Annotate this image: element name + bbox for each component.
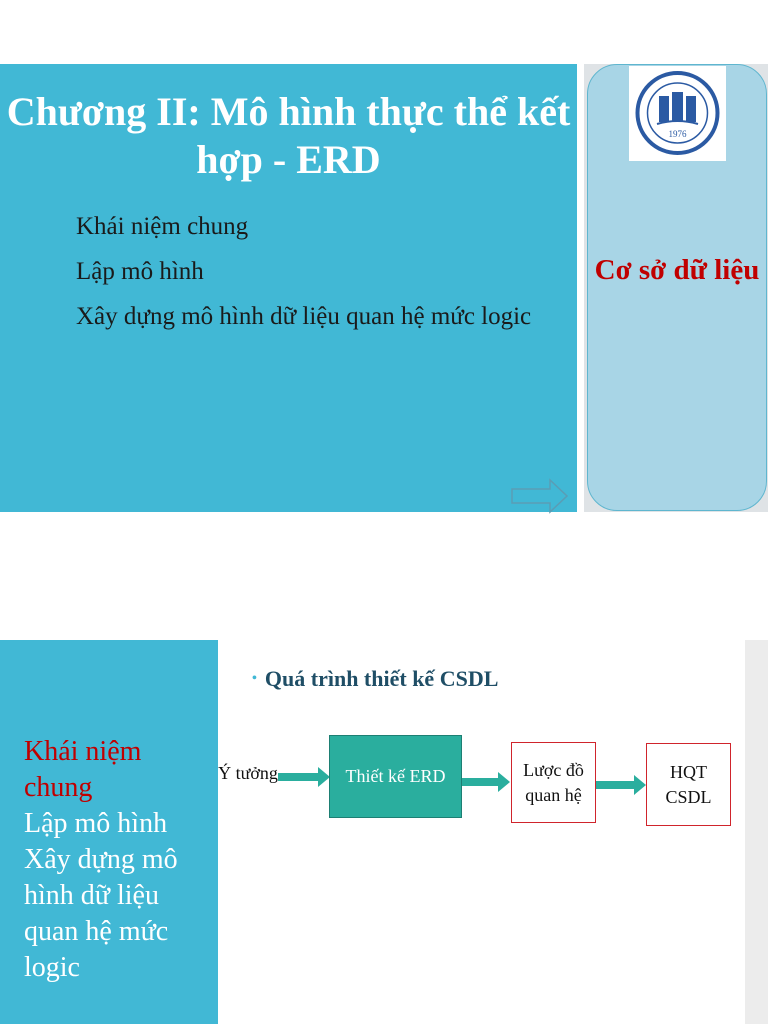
flow-box-erd: Thiết kế ERD [329,735,462,818]
process-heading-text: Quá trình thiết kế CSDL [264,666,499,691]
flow-box-dbms: HQT CSDL [646,743,731,826]
slide1-topic-list [76,212,536,347]
university-logo-icon [629,66,726,161]
nav-item-lap-mo-hinh[interactable]: Lập mô hình [24,808,168,839]
nav-item-khai-niem-chung[interactable]: Khái niệm chung [24,736,142,803]
bullet-icon: • [252,671,257,686]
university-logo [629,66,726,161]
flow-arrow-icon [278,767,332,787]
flow-arrow-icon [596,775,648,795]
slide2-right-strip [745,640,768,1024]
slide2-topic-nav [24,734,214,986]
logo-year: 1976 [668,129,687,139]
course-title: Cơ sở dữ liệu [594,254,760,286]
process-heading [252,664,498,694]
topic-item[interactable]: Lập mô hình [76,258,204,285]
slide1-main-panel [0,64,577,512]
flow-box-schema: Lược đồ quan hệ [511,742,596,823]
flow-idea-label: Ý tưởng [218,763,278,783]
nav-item-xay-dung-mo-hinh[interactable]: Xây dựng mô hình dữ liệu quan hệ mức logic [24,844,178,983]
slide-title: Chương II: Mô hình thực thể kết hợp - ERD [6,89,571,182]
topic-item[interactable]: Xây dựng mô hình dữ liệu quan hệ mức logic [76,303,532,330]
flow-arrow-icon [462,772,512,792]
topic-item[interactable]: Khái niệm chung [76,213,249,240]
next-arrow-icon[interactable] [510,478,570,514]
